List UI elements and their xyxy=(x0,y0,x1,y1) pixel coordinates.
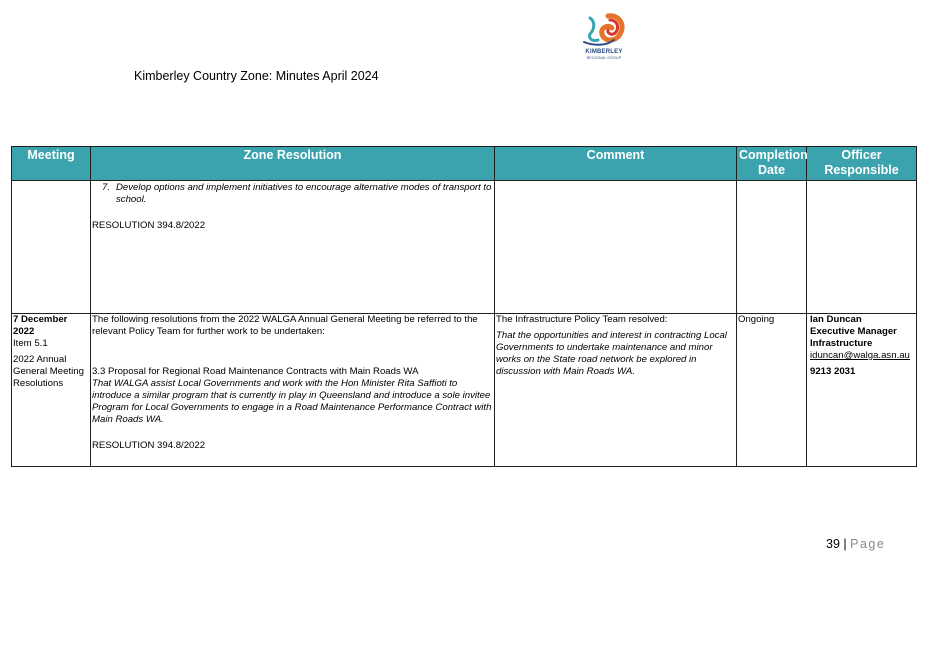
completion-cell: Ongoing xyxy=(737,314,807,467)
officer-cell xyxy=(807,314,917,467)
meeting-cell xyxy=(12,181,91,314)
minutes-table xyxy=(11,146,917,467)
comment-intro: The Infrastructure Policy Team resolved: xyxy=(496,314,668,325)
officer-title: Executive Manager Infrastructure xyxy=(810,326,897,349)
meeting-cell xyxy=(12,314,91,467)
page-label: Page xyxy=(850,537,886,551)
comment-cell xyxy=(495,314,737,467)
comment-cell xyxy=(495,181,737,314)
column-header-officer-responsible: Officer Responsible xyxy=(807,147,917,181)
resolution-reference: RESOLUTION 394.8/2022 xyxy=(92,220,206,231)
comment-body: That the opportunities and interest in contracting Local Governments to undertake maintenance and minor works on the State road network be explored in discussion with Main Roads WA. xyxy=(496,330,727,377)
meeting-description: 2022 Annual General Meeting Resolutions xyxy=(13,354,84,389)
page-footer xyxy=(826,537,885,551)
resolution-cell xyxy=(91,181,495,314)
resolution-list-item xyxy=(92,181,493,206)
page-separator: | xyxy=(843,537,847,551)
list-item-text: Develop options and implement initiatives to encourage alternative modes of transport to school. xyxy=(116,182,492,205)
table-row xyxy=(12,181,917,314)
resolution-heading: 3.3 Proposal for Regional Road Maintenance Contracts with Main Roads WA xyxy=(92,366,419,377)
table-row xyxy=(12,314,917,467)
officer-phone: 9213 2031 xyxy=(810,366,856,377)
resolution-intro: The following resolutions from the 2022 WALGA Annual General Meeting be referred to the relevant Policy Team for further work to be undertaken: xyxy=(92,314,478,337)
officer-name: Ian Duncan xyxy=(810,314,862,325)
officer-cell xyxy=(807,181,917,314)
logo-subtext: REGIONAL GROUP xyxy=(586,56,622,60)
list-item-number: 7. xyxy=(102,182,111,193)
column-header-meeting: Meeting xyxy=(12,147,91,181)
resolution-cell xyxy=(91,314,495,467)
logo-swirl-icon xyxy=(580,12,628,52)
column-header-completion-date: Completion Date xyxy=(737,147,807,181)
table-header-row xyxy=(12,147,917,181)
officer-email-link[interactable]: iduncan@walga.asn.au xyxy=(810,350,910,361)
resolution-body: That WALGA assist Local Governments and work with the Hon Minister Rita Saffioti to introduce a similar program that is currently in play in Queensland and introduce a sole invitee Program for Local Governments to engage in a Road Maintenance Performance Contract with Main Roads WA. xyxy=(92,378,492,425)
column-header-zone-resolution: Zone Resolution xyxy=(91,147,495,181)
kimberley-logo xyxy=(580,12,628,68)
completion-cell xyxy=(737,181,807,314)
logo-text: KIMBERLEY xyxy=(585,49,623,55)
column-header-comment: Comment xyxy=(495,147,737,181)
resolution-reference: RESOLUTION 394.8/2022 xyxy=(92,440,206,451)
meeting-item: Item 5.1 xyxy=(13,338,48,349)
meeting-date: 7 December 2022 xyxy=(13,314,68,337)
document-title: Kimberley Country Zone: Minutes April 2024 xyxy=(134,69,379,83)
page-number: 39 xyxy=(826,537,840,551)
